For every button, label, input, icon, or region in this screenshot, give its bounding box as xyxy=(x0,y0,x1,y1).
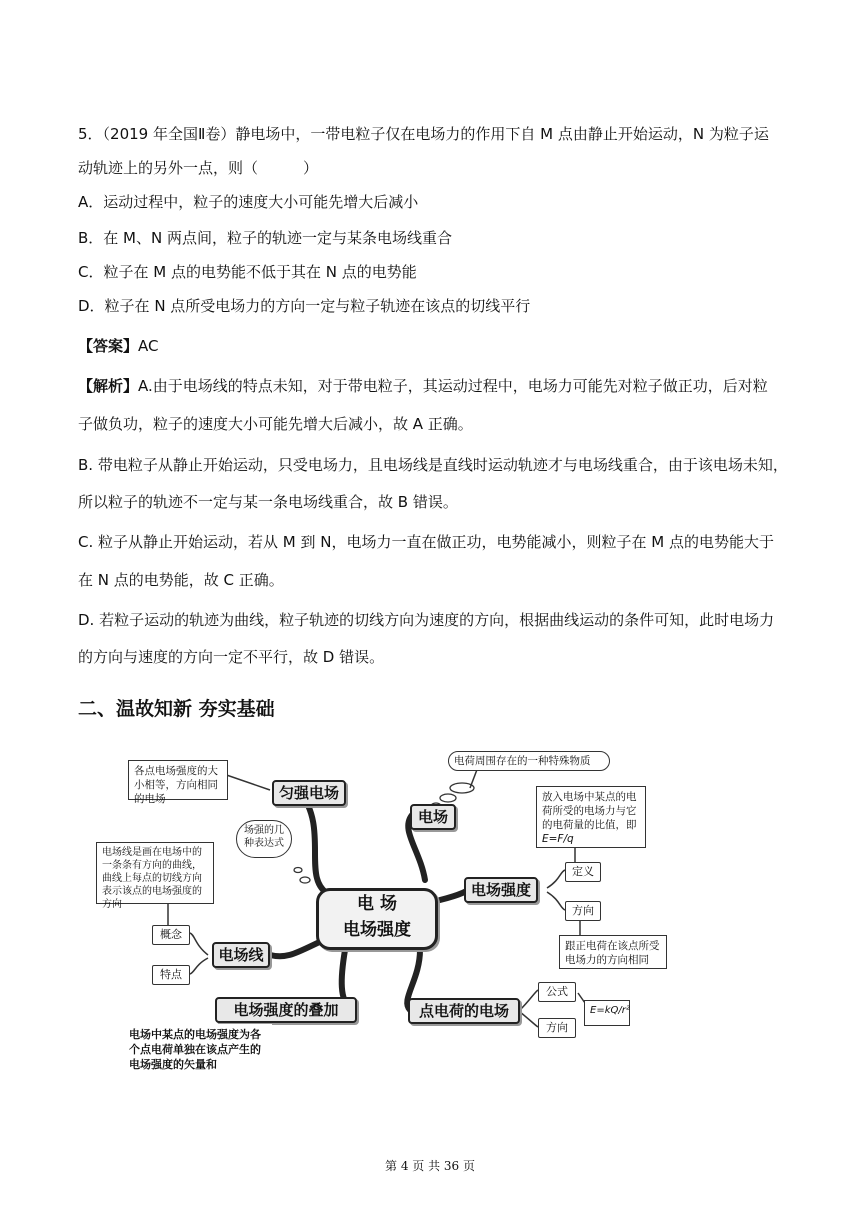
option-a: A．运动过程中，粒子的速度大小可能先增大后减小 xyxy=(78,193,419,211)
note-field-lines: 电场线是画在电场中的一条条有方向的曲线，曲线上每点的切线方向表示该点的电场强度的方向 xyxy=(96,842,214,904)
option-d: D．粒子在 N 点所受电场力的方向一定与粒子轨迹在该点的切线平行 xyxy=(78,297,531,315)
page-footer: 第 4 页 共 36 页 xyxy=(385,1159,475,1173)
note-definition-formula: E=F/q xyxy=(542,833,574,845)
analysis-line: 所以粒子的轨迹不一定与某一条电场线重合，故 B 错误。 xyxy=(78,493,458,511)
node-uniform-field: 匀强电场 xyxy=(272,780,346,806)
option-b: B．在 M、N 两点间，粒子的轨迹一定与某条电场线重合 xyxy=(78,229,452,247)
note-definition-text: 放入电场中某点的电荷所受的电场力与它的电荷量的比值，即 xyxy=(542,791,637,831)
note-formulas-cloud: 场强的几种表达式 xyxy=(236,820,292,858)
question-stem-line1: 5．（2019 年全国Ⅱ卷）静电场中，一带电粒子仅在电场力的作用下自 M 点由静止开始运动，N 为粒子运 xyxy=(78,125,769,143)
node-field-strength: 电场强度 xyxy=(464,877,538,903)
analysis-line: D. 若粒子运动的轨迹为曲线，粒子轨迹的切线方向为速度的方向，根据曲线运动的条件可知，此时电场力 xyxy=(78,611,775,629)
analysis-line: B. 带电粒子从静止开始运动，只受电场力，且电场线是直线时运动轨迹才与电场线重合，由于该电场未知， xyxy=(78,456,788,474)
node-point-charge-field: 点电荷的电场 xyxy=(408,998,520,1024)
analysis-line: 子做负功，粒子的速度大小可能先增大后减小，故 A 正确。 xyxy=(78,415,473,433)
option-c: C．粒子在 M 点的电势能不低于其在 N 点的电势能 xyxy=(78,263,417,281)
question-stem-line2: 动轨迹上的另外一点，则（ ） xyxy=(78,159,319,177)
node-superposition: 电场强度的叠加 xyxy=(215,997,357,1023)
answer-value: AC xyxy=(138,337,159,355)
analysis-line: 在 N 点的电势能，故 C 正确。 xyxy=(78,571,284,589)
note-uniform: 各点电场强度的大小相等，方向相同的电场 xyxy=(128,760,228,800)
section-title: 二、温故知新 夯实基础 xyxy=(78,698,275,720)
leaf-pc-direction: 方向 xyxy=(538,1018,576,1038)
center-line2: 电场强度 xyxy=(343,920,411,940)
leaf-concept: 概念 xyxy=(152,925,190,945)
analysis-tag: 【解析】 xyxy=(78,377,139,395)
leaf-feature: 特点 xyxy=(152,965,190,985)
node-electric-field: 电场 xyxy=(410,804,456,830)
analysis-line: 的方向与速度的方向一定不平行，故 D 错误。 xyxy=(78,648,385,666)
leaf-direction: 方向 xyxy=(565,901,601,921)
note-field-cloud: 电荷周围存在的一种特殊物质 xyxy=(448,751,610,771)
leaf-definition: 定义 xyxy=(565,862,601,882)
connector-uniform xyxy=(300,792,330,895)
note-definition xyxy=(536,786,646,848)
leaf-formula: 公式 xyxy=(538,982,576,1002)
center-line1: 电 场 xyxy=(357,894,397,914)
note-direction: 跟正电荷在该点所受电场力的方向相同 xyxy=(559,935,667,969)
note-point-formula: E=kQ/r² xyxy=(584,1000,630,1026)
analysis-line: C. 粒子从静止开始运动，若从 M 到 N，电场力一直在做正功，电势能减小，则粒子在 M 点的电势能大于 xyxy=(78,533,774,551)
answer-tag: 【答案】 xyxy=(78,337,139,355)
analysis-text: A.由于电场线的特点未知，对于带电粒子，其运动过程中，电场力可能先对粒子做正功，后对粒 xyxy=(138,377,768,395)
note-superposition: 电场中某点的电场强度为各个点电荷单独在该点产生的电场强度的矢量和 xyxy=(124,1024,272,1076)
node-field-lines: 电场线 xyxy=(212,942,270,968)
center-node xyxy=(316,888,438,950)
